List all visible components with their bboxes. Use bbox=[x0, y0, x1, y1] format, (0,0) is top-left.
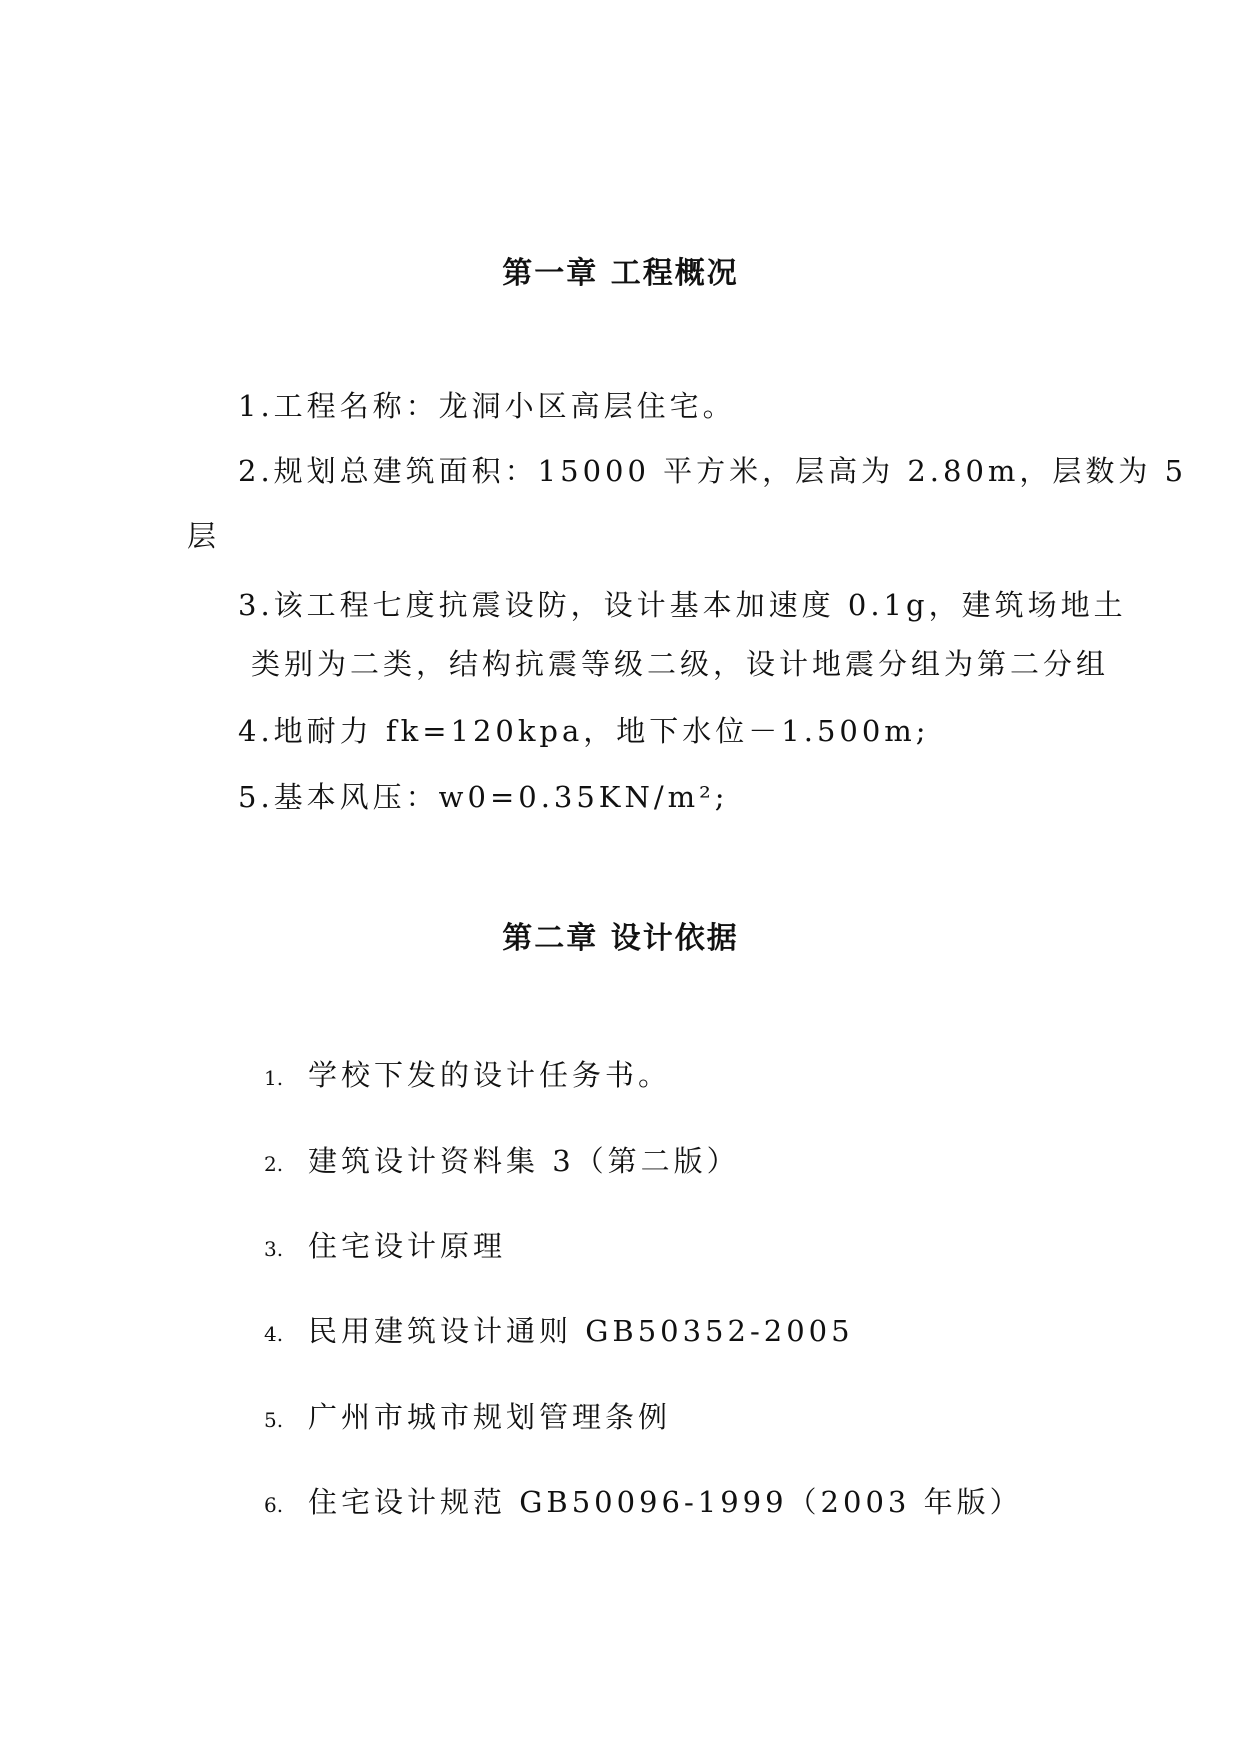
list-item bbox=[264, 1482, 1023, 1527]
list-item-number: 6. bbox=[264, 1493, 284, 1517]
list-item-number: 4. bbox=[264, 1322, 284, 1346]
list-item-number: 2. bbox=[264, 1152, 284, 1176]
list-item bbox=[264, 1055, 671, 1100]
building-area-paragraph-continued: 层 bbox=[187, 519, 221, 553]
list-item-number: 1. bbox=[264, 1066, 284, 1090]
list-item-number: 5. bbox=[264, 1408, 284, 1432]
seismic-paragraph-continued: 类别为二类，结构抗震等级二级，设计地震分组为第二分组 bbox=[251, 647, 1110, 681]
chapter-2-title: 第二章 设计依据 bbox=[502, 921, 739, 956]
list-item bbox=[264, 1141, 740, 1186]
chapter-1-title: 第一章 工程概况 bbox=[502, 256, 739, 291]
seismic-paragraph: 3.该工程七度抗震设防，设计基本加速度 0.1g，建筑场地土 bbox=[238, 588, 1127, 622]
list-item-text: 广州市城市规划管理条例 bbox=[308, 1400, 672, 1434]
list-item bbox=[264, 1311, 854, 1356]
wind-pressure-paragraph: 5.基本风压：w0=0.35KN/m²; bbox=[238, 780, 729, 814]
list-item bbox=[264, 1397, 671, 1442]
project-name-paragraph: 1.工程名称：龙洞小区高层住宅。 bbox=[238, 389, 736, 423]
list-item-number: 3. bbox=[264, 1237, 284, 1261]
list-item-text: 住宅设计原理 bbox=[308, 1229, 507, 1263]
list-item-text: 民用建筑设计通则 GB50352-2005 bbox=[308, 1314, 854, 1348]
building-area-paragraph: 2.规划总建筑面积：15000 平方米，层高为 2.80m，层数为 5 bbox=[238, 454, 1188, 488]
list-item-text: 学校下发的设计任务书。 bbox=[308, 1058, 672, 1092]
list-item-text: 建筑设计资料集 3（第二版） bbox=[308, 1144, 740, 1178]
bearing-capacity-paragraph: 4.地耐力 fk=120kpa，地下水位－1.500m; bbox=[238, 714, 930, 748]
list-item-text: 住宅设计规范 GB50096-1999（2003 年版） bbox=[308, 1485, 1023, 1519]
list-item bbox=[264, 1226, 506, 1271]
